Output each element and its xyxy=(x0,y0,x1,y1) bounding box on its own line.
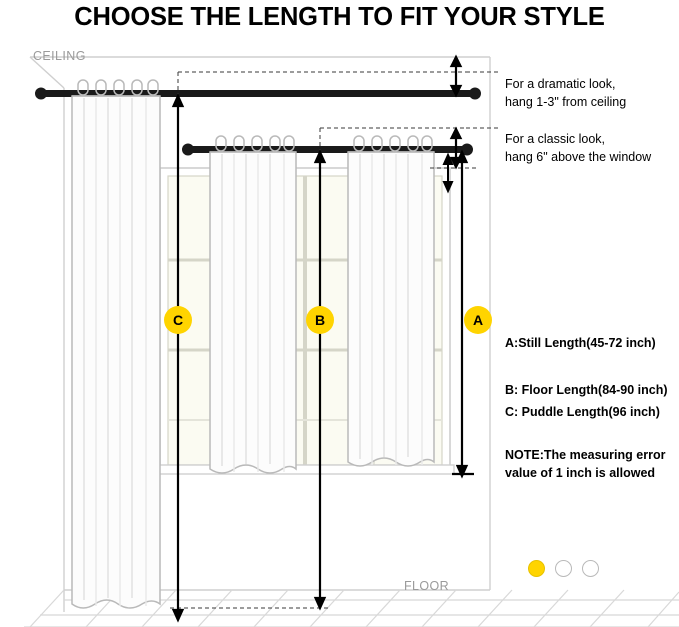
pagination-dot-1[interactable] xyxy=(528,560,545,577)
pagination-dots[interactable] xyxy=(528,560,599,577)
legend-item-b: B: Floor Length(84-90 inch) xyxy=(505,383,668,397)
legend-item-c: C: Puddle Length(96 inch) xyxy=(505,405,660,419)
badge-c: C xyxy=(164,306,192,334)
badge-a: A xyxy=(464,306,492,334)
note-line-1: NOTE:The measuring error xyxy=(505,448,666,462)
floor-label: FLOOR xyxy=(404,579,450,593)
ceiling-label: CEILING xyxy=(33,49,86,63)
pagination-dot-2[interactable] xyxy=(555,560,572,577)
badge-b: B xyxy=(306,306,334,334)
callout-classic-line1: For a classic look, xyxy=(505,132,606,146)
note-line-2: value of 1 inch is allowed xyxy=(505,466,656,480)
callout-classic-line2: hang 6" above the window xyxy=(505,150,652,164)
callout-dramatic-line2: hang 1-3" from ceiling xyxy=(505,95,627,109)
legend-item-a: A:Still Length(45-72 inch) xyxy=(505,336,656,350)
page-title: CHOOSE THE LENGTH TO FIT YOUR STYLE xyxy=(74,3,605,31)
pagination-dot-3[interactable] xyxy=(582,560,599,577)
callout-dramatic-line1: For a dramatic look, xyxy=(505,77,616,91)
